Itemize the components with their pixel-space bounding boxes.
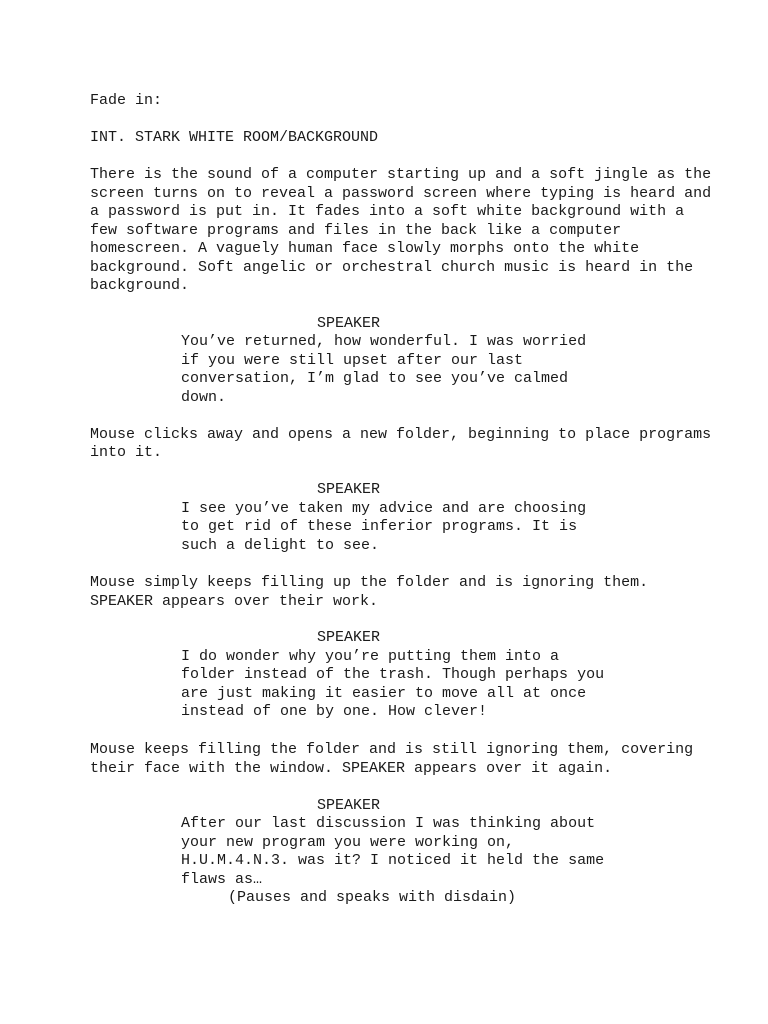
action-line: background.	[90, 277, 190, 294]
dialogue-line: You’ve returned, how wonderful. I was worried	[181, 333, 587, 350]
character-name: SPEAKER	[317, 481, 381, 498]
dialogue-line: conversation, I’m glad to see you’ve calmed	[181, 370, 569, 387]
character-name: SPEAKER	[317, 797, 381, 814]
dialogue-line: such a delight to see.	[181, 537, 380, 554]
action-line: their face with the window. SPEAKER appears over it again.	[90, 760, 613, 777]
action-line: background. Soft angelic or orchestral church music is heard in the	[90, 259, 694, 276]
dialogue-line: flaws as…	[181, 871, 263, 888]
dialogue-line: After our last discussion I was thinking about	[181, 815, 596, 832]
action-line: screen turns on to reveal a password screen where typing is heard and	[90, 185, 712, 202]
dialogue-line: down.	[181, 389, 227, 406]
character-name: SPEAKER	[317, 315, 381, 332]
dialogue-line: folder instead of the trash. Though perhaps you	[181, 666, 605, 683]
dialogue-line: H.U.M.4.N.3. was it? I noticed it held the same	[181, 852, 605, 869]
dialogue-line: I do wonder why you’re putting them into a	[181, 648, 560, 665]
dialogue-line: I see you’ve taken my advice and are choosing	[181, 500, 587, 517]
dialogue-line: if you were still upset after our last	[181, 352, 524, 369]
character-name: SPEAKER	[317, 629, 381, 646]
parenthetical: (Pauses and speaks with disdain)	[228, 889, 517, 906]
action-line: few software programs and files in the back like a computer	[90, 222, 622, 239]
action-line: SPEAKER appears over their work.	[90, 593, 379, 610]
dialogue-line: your new program you were working on,	[181, 834, 515, 851]
action-line: There is the sound of a computer starting up and a soft jingle as the	[90, 166, 712, 183]
transition: Fade in:	[90, 92, 163, 109]
dialogue-line: to get rid of these inferior programs. It is	[181, 518, 578, 535]
scene-heading: INT. STARK WHITE ROOM/BACKGROUND	[90, 129, 379, 146]
action-line: homescreen. A vaguely human face slowly morphs onto the white	[90, 240, 640, 257]
action-line: a password is put in. It fades into a soft white background with a	[90, 203, 685, 220]
action-line: Mouse keeps filling the folder and is still ignoring them, covering	[90, 741, 694, 758]
action-line: Mouse clicks away and opens a new folder, beginning to place programs	[90, 426, 712, 443]
dialogue-line: instead of one by one. How clever!	[181, 703, 488, 720]
dialogue-line: are just making it easier to move all at once	[181, 685, 587, 702]
action-line: Mouse simply keeps filling up the folder and is ignoring them.	[90, 574, 649, 591]
action-line: into it.	[90, 444, 163, 461]
